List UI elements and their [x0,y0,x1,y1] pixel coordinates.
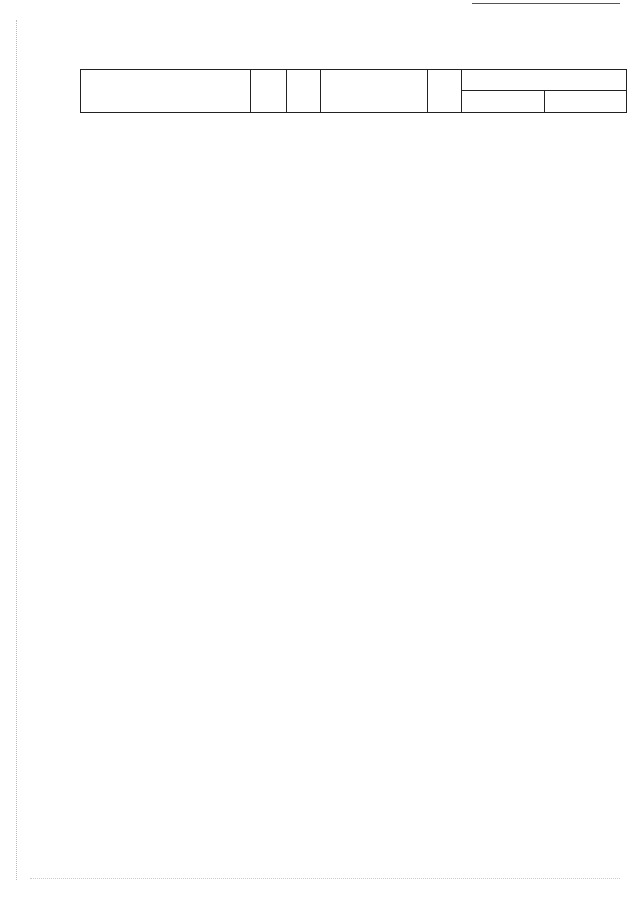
top-rule [472,3,620,4]
header-year-2019 [462,90,545,112]
header-csr [321,70,428,112]
scan-margin-marks [16,20,17,880]
header-sums [462,70,626,112]
header-vr [428,70,462,112]
bottom-margin-marks [30,878,620,879]
header-year-2020 [544,90,626,112]
header-pr [287,70,321,112]
table-header [80,69,627,113]
header-sums-title [462,70,626,91]
header-rz [251,70,287,112]
header-name [81,70,251,112]
